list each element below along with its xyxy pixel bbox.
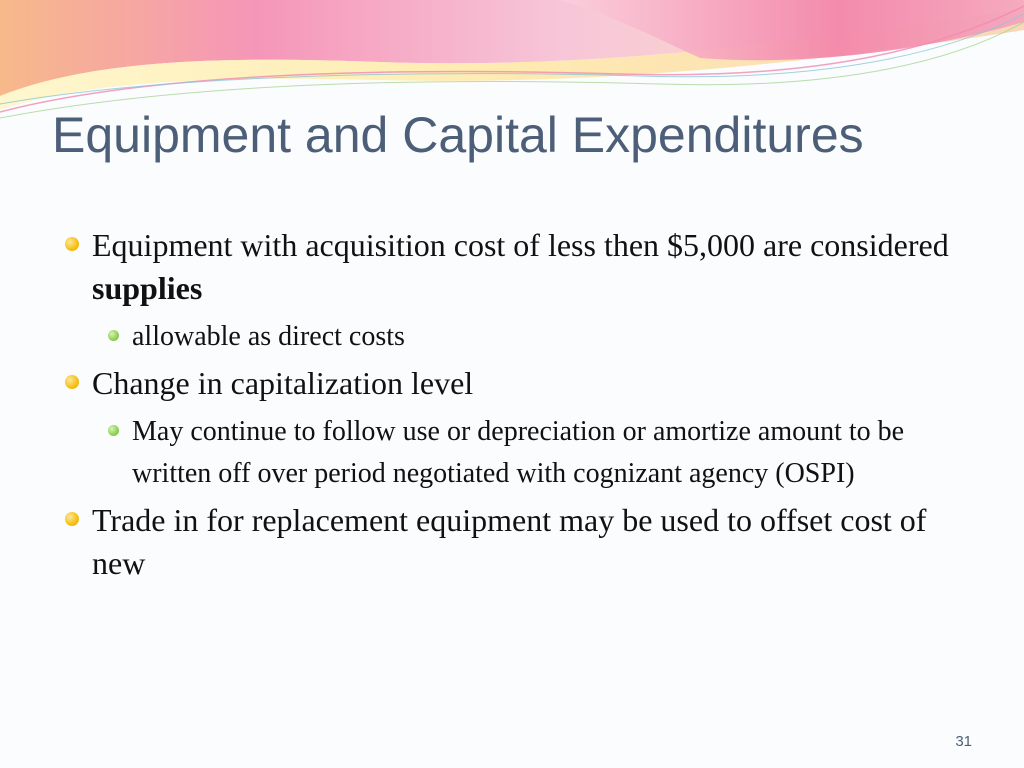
sub-bullet-text: May continue to follow use or depreciation or amortize amount to be written off over period negotiated with cognizant agency (OSPI) <box>132 416 905 489</box>
sub-bullet-text: allowable as direct costs <box>132 321 405 352</box>
sub-bullet-item <box>62 316 962 358</box>
bullet-dot-icon <box>65 237 79 251</box>
bullet-bold-text: supplies <box>92 270 203 306</box>
bullet-item <box>62 499 962 585</box>
bullet-text: Change in capitalization level <box>92 365 474 401</box>
slide-title: Equipment and Capital Expenditures <box>52 107 864 163</box>
sub-bullet-dot-icon <box>108 425 119 436</box>
sub-bullet-item <box>62 411 962 495</box>
bullet-item <box>62 362 962 405</box>
slide-content <box>62 224 962 591</box>
bullet-dot-icon <box>65 375 79 389</box>
bullet-item <box>62 224 962 310</box>
bullet-text: Equipment with acquisition cost of less then $5,000 are considered <box>92 227 949 263</box>
sub-bullet-dot-icon <box>108 330 119 341</box>
page-number: 31 <box>955 733 972 750</box>
bullet-text: Trade in for replacement equipment may be used to offset cost of new <box>92 502 927 581</box>
bullet-dot-icon <box>65 512 79 526</box>
